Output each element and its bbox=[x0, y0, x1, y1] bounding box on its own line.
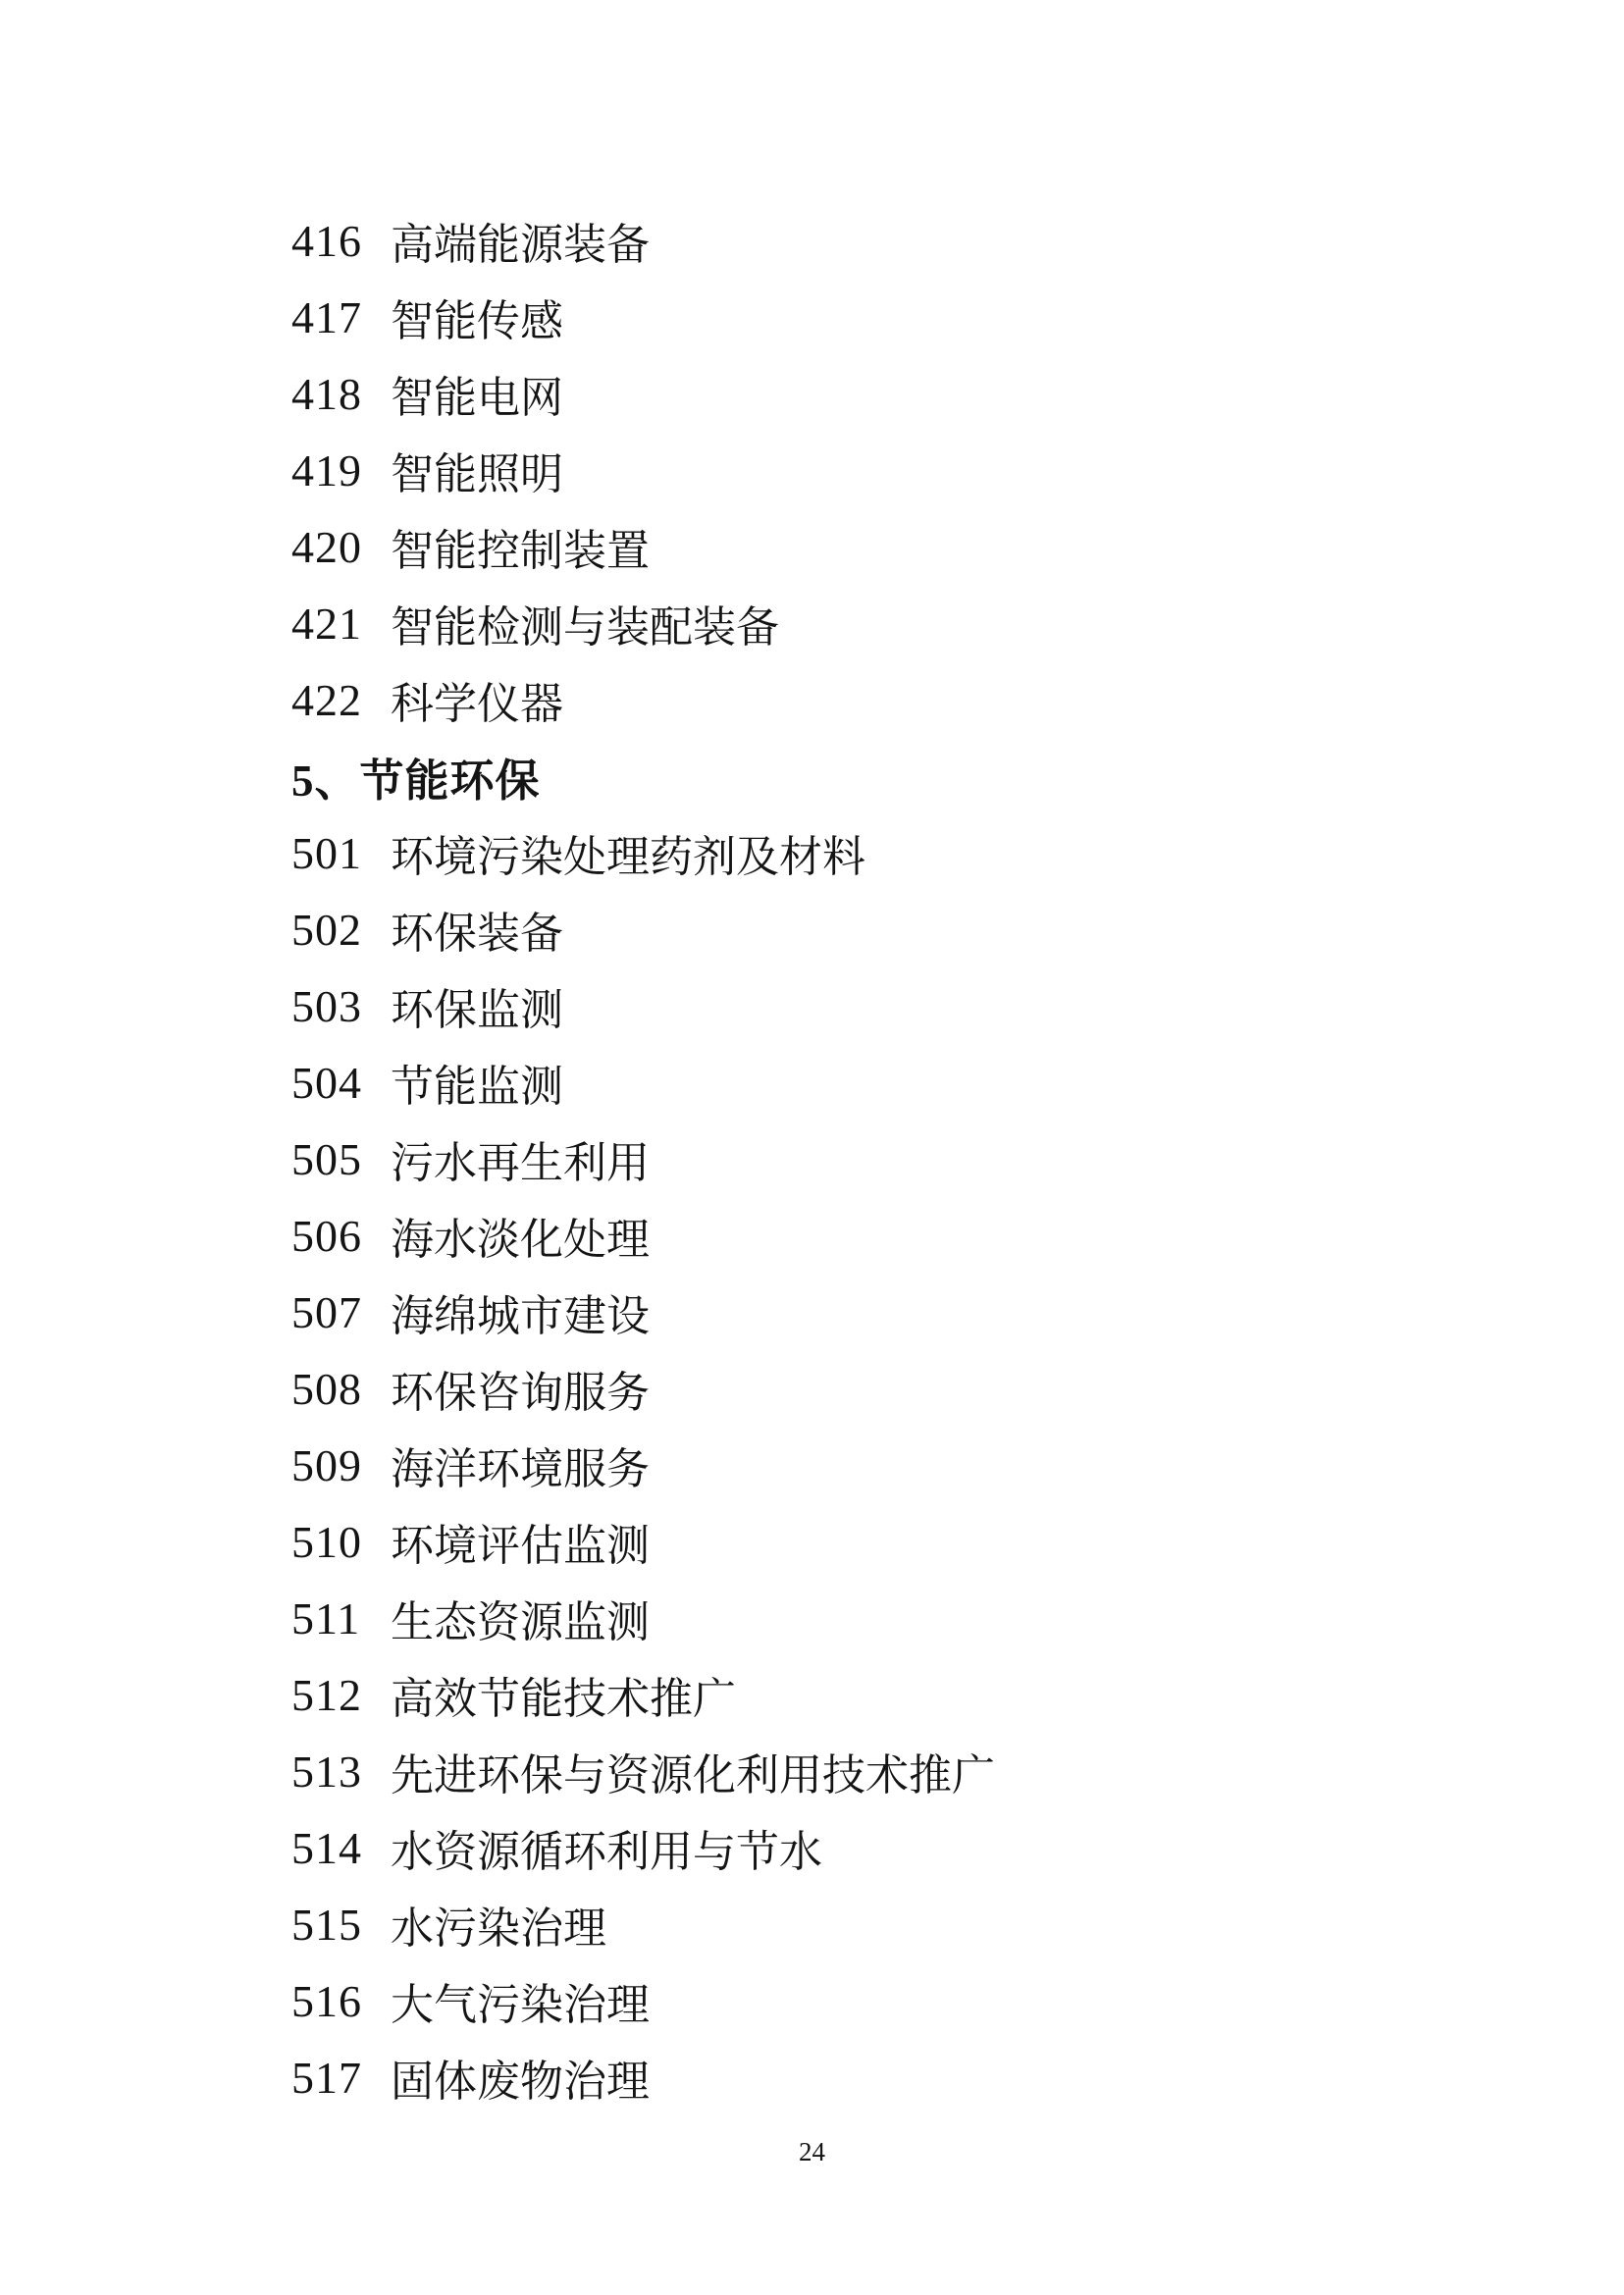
list-item bbox=[291, 1503, 1469, 1580]
item-code: 508 bbox=[291, 1363, 362, 1414]
item-code: 419 bbox=[291, 444, 362, 496]
item-code: 516 bbox=[291, 1975, 362, 2026]
list-item bbox=[291, 508, 1469, 585]
item-label: 环保咨询服务 bbox=[391, 1369, 650, 1417]
item-code: 504 bbox=[291, 1057, 362, 1108]
list-item bbox=[291, 2039, 1469, 2115]
item-code: 511 bbox=[291, 1592, 361, 1643]
item-code: 509 bbox=[291, 1439, 362, 1490]
item-label: 智能检测与装配装备 bbox=[391, 603, 779, 652]
section-heading: 5、节能环保 bbox=[291, 756, 541, 806]
list-item bbox=[291, 1197, 1469, 1274]
list-item bbox=[291, 661, 1469, 738]
item-label: 先进环保与资源化利用技术推广 bbox=[391, 1751, 995, 1799]
item-label: 智能传感 bbox=[391, 297, 563, 345]
item-code: 418 bbox=[291, 368, 362, 419]
list-item bbox=[291, 1350, 1469, 1427]
list-item bbox=[291, 1962, 1469, 2039]
list-item bbox=[291, 1580, 1469, 1656]
item-label: 高效节能技术推广 bbox=[391, 1675, 736, 1723]
item-code: 502 bbox=[291, 904, 362, 955]
list-item bbox=[291, 1656, 1469, 1733]
item-label: 水污染治理 bbox=[391, 1904, 606, 1953]
item-label: 环保装备 bbox=[391, 910, 563, 958]
item-label: 科学仪器 bbox=[391, 680, 563, 728]
list-item bbox=[291, 814, 1469, 891]
item-code: 505 bbox=[291, 1133, 362, 1184]
item-code: 512 bbox=[291, 1669, 362, 1720]
list-item bbox=[291, 891, 1469, 967]
list-item bbox=[291, 1427, 1469, 1503]
item-label: 水资源循环利用与节水 bbox=[391, 1828, 822, 1876]
list-item bbox=[291, 967, 1469, 1044]
item-label: 海水淡化处理 bbox=[391, 1216, 650, 1264]
item-code: 422 bbox=[291, 674, 362, 725]
item-label: 环保监测 bbox=[391, 986, 563, 1034]
item-code: 420 bbox=[291, 521, 362, 572]
item-code: 506 bbox=[291, 1210, 362, 1261]
item-code: 417 bbox=[291, 291, 362, 342]
item-label: 智能照明 bbox=[391, 450, 563, 498]
item-label: 大气污染治理 bbox=[391, 1981, 650, 2029]
item-label: 生态资源监测 bbox=[391, 1598, 650, 1646]
item-label: 高端能源装备 bbox=[391, 221, 650, 269]
item-code: 507 bbox=[291, 1286, 362, 1337]
item-code: 513 bbox=[291, 1746, 362, 1797]
item-label: 环境污染处理药剂及材料 bbox=[391, 833, 865, 881]
list-item bbox=[291, 1886, 1469, 1962]
list-item bbox=[291, 585, 1469, 661]
item-code: 421 bbox=[291, 598, 362, 649]
list-item bbox=[291, 202, 1469, 279]
item-code: 416 bbox=[291, 215, 362, 266]
item-label: 固体废物治理 bbox=[391, 2058, 650, 2106]
item-label: 污水再生利用 bbox=[391, 1139, 650, 1187]
list-item bbox=[291, 1274, 1469, 1350]
category-list bbox=[291, 202, 1469, 2115]
list-item bbox=[291, 1044, 1469, 1121]
list-item bbox=[291, 1809, 1469, 1886]
item-label: 智能控制装置 bbox=[391, 527, 650, 575]
item-label: 节能监测 bbox=[391, 1063, 563, 1111]
item-label: 环境评估监测 bbox=[391, 1522, 650, 1570]
item-code: 514 bbox=[291, 1822, 362, 1873]
list-item bbox=[291, 279, 1469, 355]
item-label: 智能电网 bbox=[391, 374, 563, 422]
item-label: 海洋环境服务 bbox=[391, 1445, 650, 1493]
item-code: 517 bbox=[291, 2052, 362, 2103]
page-number: 24 bbox=[799, 2137, 825, 2166]
list-item bbox=[291, 1121, 1469, 1197]
item-code: 515 bbox=[291, 1899, 362, 1950]
item-label: 海绵城市建设 bbox=[391, 1292, 650, 1340]
list-item bbox=[291, 1733, 1469, 1809]
item-code: 501 bbox=[291, 827, 362, 878]
item-code: 503 bbox=[291, 980, 362, 1031]
list-item bbox=[291, 432, 1469, 508]
item-code: 510 bbox=[291, 1516, 362, 1567]
list-item bbox=[291, 355, 1469, 432]
